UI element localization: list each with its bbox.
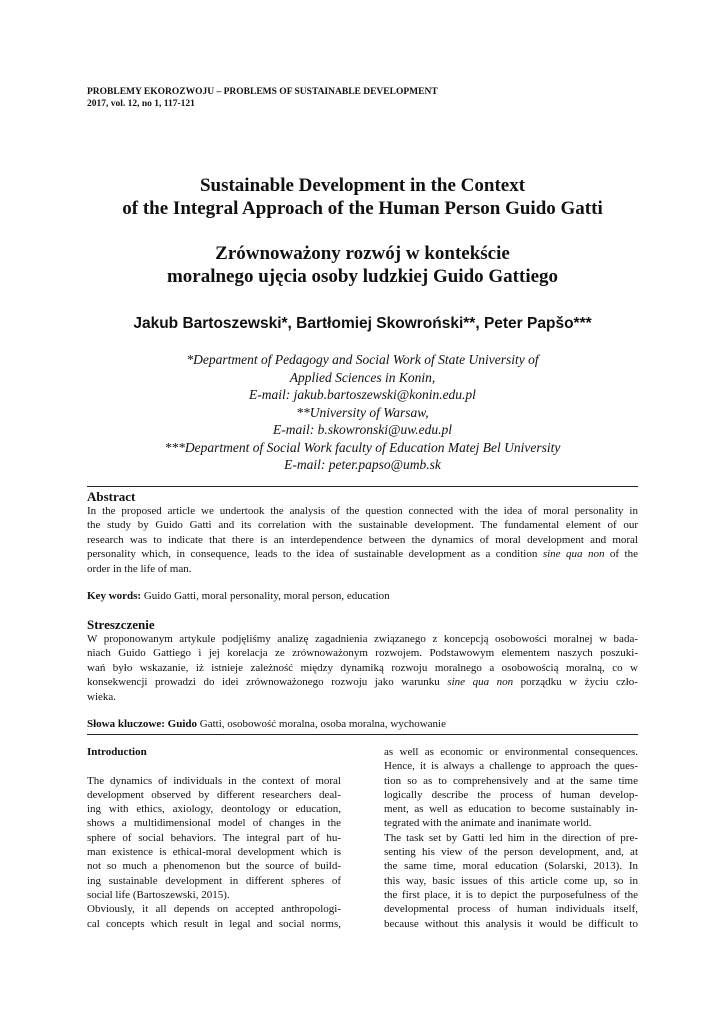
spacer xyxy=(87,759,341,773)
body-line: tegrated with the animate and inanimate world. xyxy=(384,817,592,830)
body-line: Hence, it is always a challenge to approach the ques- xyxy=(384,760,638,773)
streszczenie-line: wań było wskazanie, iż istnieje zależność między dynamiką rozwoju moralnego a osobowością moralną, co w xyxy=(87,661,638,674)
slowa-kluczowe xyxy=(87,717,638,731)
abstract-text: personality which, in consequence, leads to the idea of sustainable development as a condition xyxy=(87,548,538,561)
affiliation-line: *Department of Pedagogy and Social Work of State University of xyxy=(186,352,539,367)
introduction-heading: Introduction xyxy=(87,746,147,758)
title-polish xyxy=(40,242,685,288)
abstract-line: In the proposed article we undertook the analysis of the question connected with the idea of moral personality in xyxy=(87,505,638,517)
streszczenie-line: niach Guido Gattiego i jej korelacja ze zrównoważonym rozwojem. Podstawowym elementem naszych poszuki- xyxy=(87,647,638,660)
body-line: not so much a phenomenon but the source of build- xyxy=(87,860,341,873)
body-line: logically describe the process of human develop- xyxy=(384,788,638,801)
column-left xyxy=(87,745,341,931)
abstract-body xyxy=(87,504,638,576)
streszczenie-italic-phrase: sine qua non xyxy=(447,676,514,689)
body-line: The dynamics of individuals in the context of moral xyxy=(87,774,341,787)
body-line: sphere of social behaviors. The integral part of hu- xyxy=(87,831,341,844)
affiliation-line: ***Department of Social Work faculty of Education Matej Bel University xyxy=(164,439,561,455)
abstract-text: of the xyxy=(604,548,638,561)
divider-bottom xyxy=(87,734,638,735)
streszczenie-line: W proponowanym artykule podjęliśmy analizę zagadnienia związanego z koncepcją osobowości moralnej w bada- xyxy=(87,633,638,645)
author-list: Jakub Bartoszewski*, Bartłomiej Skowroński**, Peter Papšo*** xyxy=(133,315,592,332)
abstract-line xyxy=(87,547,638,561)
journal-issue: 2017, vol. 12, no 1, 117-121 xyxy=(87,99,195,109)
abstract-line: research was to indicate that there is an interdependence between the dynamics of moral development and moral xyxy=(87,533,638,546)
body-line: The task set by Gatti led him in the direction of pre- xyxy=(384,831,638,844)
abstract-line: order in the life of man. xyxy=(87,562,192,575)
body-line: ing sustainable development in different spheres of xyxy=(87,874,341,887)
author-email: E-mail: peter.papso@umb.sk xyxy=(284,457,441,472)
body-line: man existence is ethical-moral development which is xyxy=(87,846,341,859)
body-line: social life (Bartoszewski, 2015). xyxy=(87,888,230,901)
body-line: the same time, moral education (Solarski, 2013). In xyxy=(384,860,638,873)
slowa-kluczowe-label: Słowa kluczowe: Guido xyxy=(87,718,198,730)
body-line: development observed by different researchers deal- xyxy=(87,788,341,801)
slowa-kluczowe-text: Gatti, osobowość moralna, osoba moralna, wychowanie xyxy=(197,718,446,730)
abstract-heading: Abstract xyxy=(87,489,136,504)
title-english xyxy=(40,174,685,220)
title-polish-line-1: Zrównoważony rozwój w kontekście xyxy=(215,243,510,264)
body-line: shows a multidimensional model of changes in the xyxy=(87,817,341,830)
body-line: developmental process of human individuals itself, xyxy=(384,903,638,916)
body-line: the first place, it is to depict the purposefulness of the xyxy=(384,888,638,901)
body-line: tion so as to comprehensively and at the same time xyxy=(384,774,638,787)
body-line: as well as economic or environmental consequences. xyxy=(384,746,638,758)
streszczenie-line xyxy=(87,675,638,689)
keywords-label: Key words: xyxy=(87,590,142,602)
keywords-text: Guido Gatti, moral personality, moral person, education xyxy=(141,590,390,602)
streszczenie-text: porządku w życiu czło- xyxy=(513,676,638,689)
body-line: Obviously, it all depends on accepted anthropologi- xyxy=(87,903,341,916)
streszczenie-body xyxy=(87,632,638,704)
title-english-line-1: Sustainable Development in the Context xyxy=(199,175,526,196)
keywords xyxy=(87,589,638,603)
title-english-line-2: of the Integral Approach of the Human Person Guido Gatti xyxy=(122,198,603,219)
author-email: E-mail: jakub.bartoszewski@konin.edu.pl xyxy=(249,387,476,402)
streszczenie-heading: Streszczenie xyxy=(87,617,155,632)
journal-name: PROBLEMY EKOROZWOJU – PROBLEMS OF SUSTAINABLE DEVELOPMENT xyxy=(87,87,438,97)
streszczenie-line: wieka. xyxy=(87,690,117,703)
abstract-italic-phrase: sine qua non xyxy=(542,548,605,561)
streszczenie-text: konsekwencji prowadzi do idei zrównoważonego rozwoju jako warunku xyxy=(87,676,440,689)
body-line: because without this analysis it would be difficult to xyxy=(384,917,638,930)
title-polish-line-2: moralnego ujęcia osoby ludzkiej Guido Gattiego xyxy=(166,266,559,287)
column-right xyxy=(384,745,638,931)
affiliation-line: Applied Sciences in Konin, xyxy=(289,369,436,385)
divider-top xyxy=(87,486,638,487)
body-line: senting his view of the person development, and, at xyxy=(384,846,638,859)
journal-header xyxy=(87,86,438,110)
affiliations xyxy=(40,351,685,474)
body-line: this way, basic issues of this article come up, so in xyxy=(384,874,638,887)
affiliation-line: **University of Warsaw, xyxy=(296,404,429,420)
body-line: ment, as well as education to become sustainably in- xyxy=(384,803,638,816)
body-line: ing with ethics, axiology, deontology or education, xyxy=(87,803,341,816)
body-line: cal concepts which result in legal and social norms, xyxy=(87,917,341,930)
abstract-line: the study by Guido Gatti and its correlation with the sustainable development. The fundamental element of our xyxy=(87,519,638,532)
author-email: E-mail: b.skowronski@uw.edu.pl xyxy=(273,422,452,437)
